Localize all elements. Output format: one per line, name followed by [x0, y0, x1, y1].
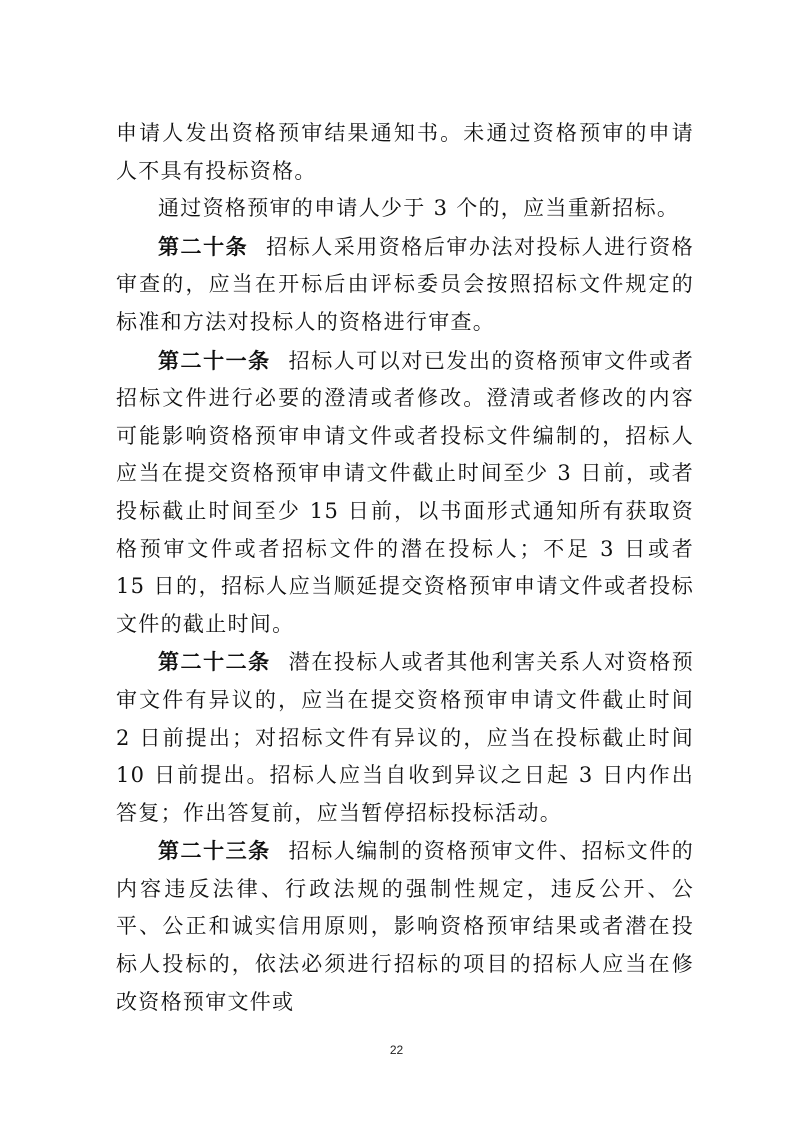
- article-22: [116, 643, 694, 832]
- article-heading: 第二十一条: [158, 347, 271, 373]
- page-number: 22: [389, 1043, 404, 1057]
- paragraph-text: 招标人可以对已发出的资格预审文件或者招标文件进行必要的澄清或者修改。澄清或者修改的内容可能影响资格预审申请文件或者投标文件编制的，招标人应当在提交资格预审申请文件截止时间至少 3 日前，或者投标截止时间至少 15 日前，以书面形式通知所有获取资格预审文件或者招标文件的潜在投标人；不足 3 日或者 15 日的，招标人应当顺延提交资格预审申请文件或者投标文件的截止时间。: [116, 348, 695, 636]
- article-heading: 第二十二条: [158, 649, 271, 675]
- article-heading: 第二十三条: [158, 838, 271, 864]
- paragraph-continuation: [116, 115, 694, 190]
- paragraph-text: 招标人采用资格后审办法对投标人进行资格审查的，应当在开标后由评标委员会按照招标文件规定的标准和方法对投标人的资格进行审查。: [116, 234, 695, 334]
- article-heading: 第二十条: [158, 233, 249, 259]
- paragraph-text: 申请人发出资格预审结果通知书。未通过资格预审的申请人不具有投标资格。: [116, 121, 694, 183]
- paragraph-text: 潜在投标人或者其他利害关系人对资格预审文件有异议的，应当在提交资格预审申请文件截止时间 2 日前提出；对招标文件有异议的，应当在投标截止时间 10 日前提出。招标人应当自收到异议之日起 3 日内作出答复；作出答复前，应当暂停招标投标活动。: [116, 650, 695, 825]
- paragraph: [116, 190, 694, 228]
- article-20: [116, 228, 694, 342]
- paragraph-text: 招标人编制的资格预审文件、招标文件的内容违反法律、行政法规的强制性规定，违反公开、公平、公正和诚实信用原则，影响资格预审结果或者潜在投标人投标的，依法必须进行招标的项目的招标人应当在修改资格预审文件或: [116, 839, 695, 1014]
- article-21: [116, 342, 694, 644]
- article-23: [116, 832, 694, 1021]
- document-body: [116, 115, 694, 1021]
- paragraph-text: 通过资格预审的申请人少于 3 个的，应当重新招标。: [158, 196, 680, 221]
